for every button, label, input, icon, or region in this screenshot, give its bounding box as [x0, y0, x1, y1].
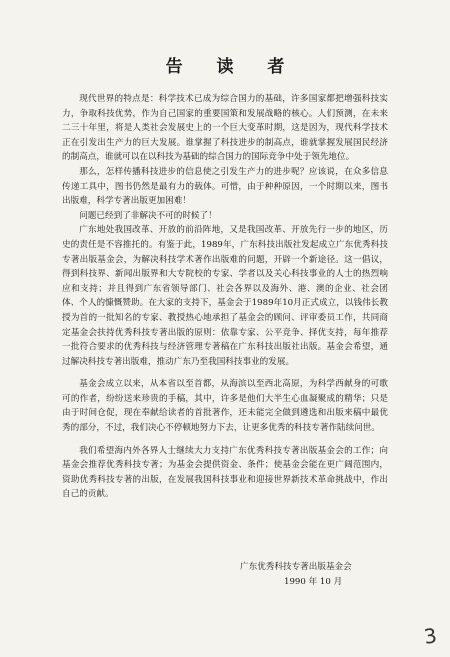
paragraph: 广东地处我国改革、开放的前沿阵地，又是我国改革、开放先行一步的地区，历史的责任是不容推托的。有鉴于此，1989年，广东科技出版社发起成立广东优秀科技专著出版基金会，为解决科技学术著作出版难的问题，开辟一个新途径。这一倡议，得到科技界、新闻出版界和大专院校的专家、学者以及关心科技事业的人士的热烈响应和支持；并且得到广东省领导部门、社会各界以及海外、港、澳的企业、社会团体、个人的慷慨赞助。在大家的支持下，基金会于1989年10月正式成立，以钱伟长教授为首的一批知名的专家、教授热心地承担了基金会的顾问、评审委员工作，共同商定基金会扶持优秀科技专著出版的原则：依靠专家、公平竞争、择优支持，每年推荐一批符合要求的优秀科技与经济管理专著稿在广东科技出版社出版。基金会希望，通过解决科技专著出版难，推动广东乃至我国科技事业的发展。: [62, 225, 388, 367]
paragraph: 现代世界的特点是：科学技术已成为综合国力的基础，许多国家都把增强科技实力，争取科技优势，作为自己国家的重要国策和发展战略的核心。人们预测，在未来二三十年里，将是人类社会发展史上的一个巨大变革时期，这是因为，现代科学技术正在引发出生产力的巨大发展。谁掌握了科技进步的制高点，谁就掌握发展国民经济的制高点，谁就可以在以科技为基础的综合国力的国际竞争中处于领先地位。: [62, 94, 388, 163]
signature-block: [240, 560, 440, 589]
paragraph: 我们希望海内外各界人士继续大力支持广东优秀科技专著出版基金会的工作；向基金会推荐优秀科技专著；为基金会提供资金、条件；使基金会能在更广阔范围内，资助优秀科技专著的出版，在发展我国科技事业和迎接世界新技术革命挑战中，作出自己的贡献。: [62, 445, 388, 500]
page-number: 3: [422, 623, 439, 649]
page-title: 告 读 者: [165, 57, 299, 77]
paragraph: 那么，怎样传播科技进步的信息使之引发生产力的进步呢？应该说，在众多信息传递工具中，图书仍然是最有力的载体。可惜，由于种种原因，一个时期以来，图书出版难，科学专著出版更加困难！: [62, 166, 388, 207]
signature-org: 广东优秀科技专著出版基金会: [240, 562, 352, 572]
paragraph: 问题已经到了非解决不可的时候了！: [79, 210, 217, 221]
paragraph: 基金会成立以来，从本省以至首都，从海滨以至西北高原，为科学西献身的可歌可的作者，纷纷送来珍贵的手稿，其中，许多是他们大半生心血凝聚成的精华；只是由于时间仓促，现在奉献给读者的首批著作，还未能完全做到遴选和出版来稿中最优秀的部分，不过，我们决心不停顿地努力下去，让更多优秀的科技专著作陆续问世。: [62, 379, 388, 434]
body-text: [62, 92, 388, 502]
signature-date: 1990 年 10 月: [284, 576, 343, 587]
